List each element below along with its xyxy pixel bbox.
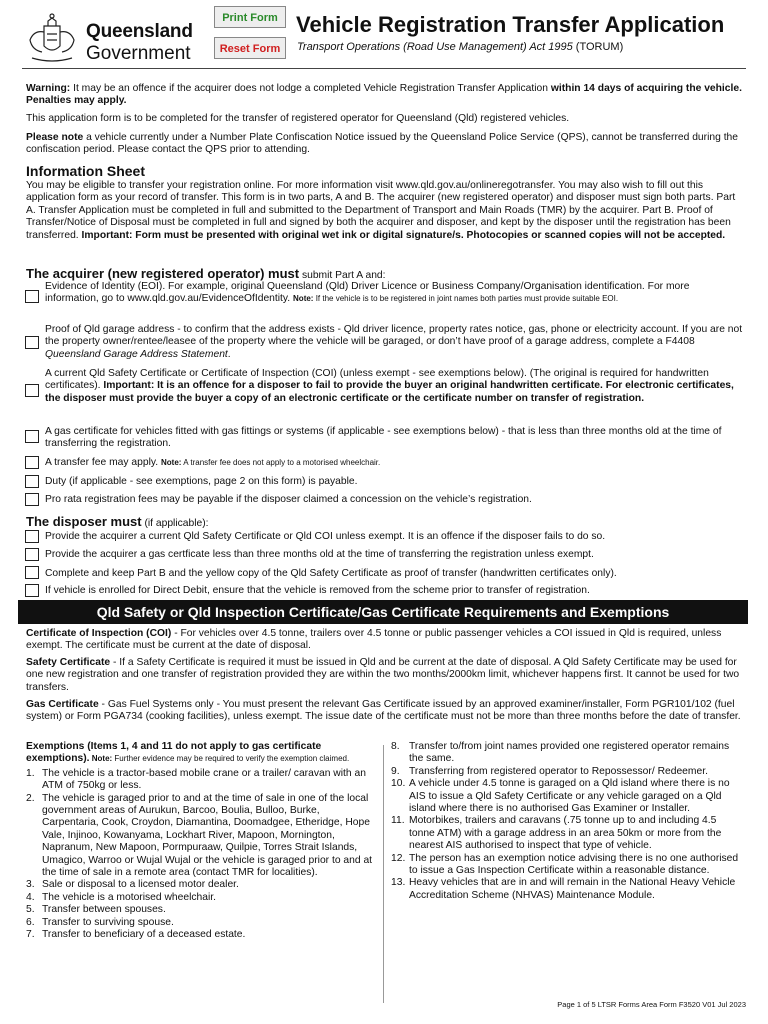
queensland-government-logo — [22, 12, 202, 68]
act-name: Transport Operations (Road Use Management) Act 1995 — [297, 41, 573, 53]
form-title: Vehicle Registration Transfer Application — [296, 12, 725, 37]
information-sheet-text — [26, 180, 744, 242]
acquirer-item-gas-certificate: A gas certificate for vehicles fitted with gas fittings or systems (if applicable - see exemptions below) - that is less than three months old at the time of transferring the registration. — [45, 426, 722, 450]
safety-text: - If a Safety Certificate is required it must be issued in Qld and be current at the date of disposal. A Qld Safety Certificate may be used for one new registration and one transfer of registration provided they are within the two months/2000km limit, whichever happens first. It cannot be used for two transfers. — [26, 657, 740, 693]
acquirer-item-eoi — [45, 281, 745, 306]
info-bold: Important: Form must be presented with original wet ink or digital signature/s. Photocopies or scanned copies will not be accepted. — [81, 229, 726, 241]
disposer-heading-text: The disposer must — [26, 514, 142, 529]
item-end: . — [227, 348, 231, 360]
item-note: If the vehicle is to be registered in joint names both parties must provide suitable EOI. — [313, 294, 619, 304]
exemption-text: Transferring from registered operator to Repossessor/ Redeemer. — [409, 765, 708, 777]
acquirer-checkbox-transfer-fee[interactable] — [25, 456, 39, 469]
exemptions-left-column — [26, 741, 376, 942]
exemption-item — [26, 904, 376, 916]
item-text: A transfer fee may apply. — [45, 457, 161, 468]
item-note-label: Note: — [293, 294, 314, 304]
gas-certificate-paragraph — [26, 699, 744, 724]
exemption-item — [26, 879, 376, 891]
exemption-text: Sale or disposal to a licensed motor dealer. — [42, 879, 239, 891]
exemption-text: A vehicle under 4.5 tonne is garaged on a Qld island where there is no AIS to issue a Qld Safety Certificate or any vehicle garaged on a Qld island where there is no authorised Gas Examiner or Installer. — [409, 778, 730, 815]
exemptions-right-list — [391, 741, 743, 902]
exemption-text: The person has an exemption notice advising there is no one authorised to issue a Gas Inspection Certificate within a reasonable distance. — [409, 852, 739, 877]
requirements-banner: Qld Safety or Qld Inspection Certificate/Gas Certificate Requirements and Exemptions — [18, 600, 748, 624]
item-note: A transfer fee does not apply to a motorised wheelchair. — [181, 458, 381, 467]
disposer-item-part-b: Complete and keep Part B and the yellow copy of the Qld Safety Certificate as proof of transfer (handwritten certificates only). — [45, 568, 617, 579]
exemption-item — [26, 793, 376, 880]
exemptions-heading-text: Exemptions (Items 1, 4 and 11 do not apply to gas certificate exemptions). — [26, 741, 322, 765]
exemptions-note-label: Note: — [89, 754, 113, 764]
gas-label: Gas Certificate — [26, 699, 99, 710]
exemption-number: 6. — [26, 916, 35, 928]
please-note-paragraph — [26, 132, 744, 157]
exemption-item — [26, 768, 376, 793]
item-text: A current Qld Safety Certificate or Certificate of Inspection (COI) (unless exempt - see exemptions below). (The original is required for handwritten certificates). — [45, 368, 709, 392]
warning-paragraph — [26, 83, 744, 108]
column-divider — [383, 745, 384, 1003]
reset-form-button[interactable]: Reset Form — [214, 37, 286, 59]
exemption-number: 1. — [26, 767, 35, 779]
exemption-item — [26, 917, 376, 929]
coi-text: - For vehicles over 4.5 tonne, trailers over 4.5 tonne or public passenger vehicles a COI issued in Qld is required, unless exempt. The certificate must be current at the date of disposal. — [26, 628, 722, 652]
acquirer-checkbox-garage-address[interactable] — [25, 336, 39, 349]
exemption-text: Motorbikes, trailers and caravans (.75 tonne up to and including 4.5 tonne ATM) with a garage address in an area 50km or more from the nearest AIS authorised to inspect that type of vehicle. — [409, 815, 722, 852]
information-sheet-heading: Information Sheet — [26, 163, 146, 179]
exemption-text: The vehicle is a motorised wheelchair. — [42, 891, 216, 903]
gas-text: - Gas Fuel Systems only - You must present the relevant Gas Certificate issued by an approved examiner/installer, Form PGR101/102 (fuel system) or Form PGA734 (cooking facilities), unless exempt. The issue date of the certificate must not be more than three months before the date of transfer. — [26, 699, 741, 723]
exemptions-note: Further evidence may be required to verify the exemption claimed. — [112, 754, 350, 764]
exemption-item — [391, 853, 743, 878]
form-subtitle — [297, 40, 623, 54]
disposer-checkbox-gas-certificate[interactable] — [25, 548, 39, 561]
exemption-item — [391, 766, 743, 778]
exemption-number: 11. — [391, 815, 405, 827]
exemption-number: 4. — [26, 891, 35, 903]
exemption-number: 3. — [26, 879, 35, 891]
note-text: a vehicle currently under a Number Plate Confiscation Notice issued by the Queensland Police Service (QPS), cannot be transferred during the confiscation period. Please contact the QPS prior to attending. — [26, 132, 739, 156]
exemption-number: 8. — [391, 741, 400, 752]
item-italic: Queensland Garage Address Statement — [45, 348, 228, 360]
header-divider — [22, 68, 746, 69]
exemption-number: 13. — [391, 877, 406, 889]
disposer-checkbox-direct-debit[interactable] — [25, 584, 39, 597]
warning-label: Warning: — [26, 83, 71, 94]
safety-label: Safety Certificate — [26, 657, 111, 668]
acquirer-item-garage-address — [45, 324, 745, 361]
disposer-item-direct-debit: If vehicle is enrolled for Direct Debit, ensure that the vehicle is removed from the scheme prior to transfer of registration. — [45, 585, 590, 596]
exemption-text: Transfer to/from joint names provided one registered operator remains the same. — [409, 741, 730, 765]
item-bold: Important: It is an offence for a disposer to fail to provide the buyer an original handwritten certificate. For electronic certificates, the disposer must provide the buyer a copy of an electronic certificate or the certificate number on transfer of registration. — [45, 380, 734, 404]
info-text: You may be eligible to transfer your registration online. For more information visit www.qld.gov.au/onlineregotransfer. You may also wish to fill out this application form as your record of transfer. This form is in two parts, A and B. The acquirer (new registered operator) and disposer must sign both parts. Part A. Transfer Application must be completed in full and submitted to the Department of Transport and Main Roads (TMR) by the acquirer. Part B. Proof of Transfer/Notice of Disposal must be completed in full and signed by both the acquirer and disposer, and kept by the disposer until the registration has been transferred. — [26, 180, 736, 241]
exemption-number: 5. — [26, 904, 35, 916]
exemptions-right-column — [391, 741, 743, 902]
safety-certificate-paragraph — [26, 657, 744, 694]
page-footer: Page 1 of 5 LTSR Forms Area Form F3520 V01 Jul 2023 — [557, 1000, 746, 1009]
exemption-item — [391, 778, 743, 815]
coi-label: Certificate of Inspection (COI) — [26, 628, 172, 639]
disposer-heading-suffix: (if applicable): — [141, 518, 209, 529]
exemption-item — [391, 815, 743, 852]
coat-of-arms-icon — [22, 12, 82, 68]
exemptions-heading — [26, 741, 376, 766]
warning-text: It may be an offence if the acquirer does not lodge a completed Vehicle Registration Transfer Application — [70, 83, 551, 94]
acquirer-checkbox-eoi[interactable] — [25, 290, 39, 303]
disposer-item-gas-certificate: Provide the acquirer a gas certficate less than three months old at the time of transferring the registration unless exempt. — [45, 549, 594, 560]
exemptions-left-list — [26, 768, 376, 942]
acquirer-heading-text: The acquirer (new registered operator) must — [26, 266, 300, 281]
exemption-item — [391, 741, 743, 766]
acquirer-item-safety-certificate — [45, 368, 745, 405]
acquirer-checkbox-duty[interactable] — [25, 475, 39, 488]
exemption-number: 12. — [391, 852, 406, 864]
warning-bold: within 14 days of acquiring the vehicle. Penalties may apply. — [26, 83, 742, 107]
note-label: Please note — [26, 132, 84, 143]
item-note-label: Note: — [161, 458, 182, 467]
exemption-text: Transfer to beneficiary of a deceased estate. — [42, 929, 246, 941]
logo-queensland-text: Queensland — [86, 21, 193, 42]
exemption-text: Heavy vehicles that are in and will remain in the National Heavy Vehicle Accreditation Scheme (NHVAS) Maintenance Module. — [409, 877, 736, 901]
exemption-text: Transfer to surviving spouse. — [42, 916, 174, 928]
disposer-item-safety-certificate: Provide the acquirer a current Qld Safety Certificate or Qld COI unless exempt. It is an offence if the disposer fails to do so. — [45, 531, 606, 542]
logo-government-text: Government — [86, 43, 191, 64]
print-form-button[interactable]: Print Form — [214, 6, 286, 28]
acquirer-heading-suffix: submit Part A and: — [299, 270, 386, 281]
exemption-item — [391, 877, 743, 902]
exemption-item — [26, 929, 376, 941]
item-text: Proof of Qld garage address - to confirm that the address exists - Qld driver licence, property rates notice, gas, phone or electricity account. If you are not the property owner/rentee/leasee of the property where the vehicle will be garaged, or don’t have proof of a garage address, complete a F4408 — [45, 324, 743, 348]
acquirer-checkbox-pro-rata[interactable] — [25, 493, 39, 506]
exemption-text: The vehicle is garaged prior to and at the time of sale in one of the local government areas of Aurukun, Barcoo, Boulia, Bulloo, Burke, Carpentaria, Cook, Croydon, Diamantina, Doomadgee, Etheridge, Hope Vale, Injinoo, Kowanyama, Lockhart River, Mapoon, Mornington, Napranum, New Mapoon, Pormpuraaw, Quilpie, Torres Strait Islands, Umagico, Warroo or Wujal Wujal or the vehicle is garaged prior to and at the time of sale in a remote area (contact TMR for localities). — [42, 792, 373, 879]
act-suffix: (TORUM) — [572, 41, 624, 53]
disposer-heading — [26, 513, 744, 532]
acquirer-item-pro-rata: Pro rata registration fees may be payable if the disposer claimed a concession on the vehicle’s registration. — [45, 494, 532, 505]
item-text: Evidence of Identity (EOI). For example, original Queensland (Qld) Driver Licence or Business Company/Organisation identification. For more information, go to www.qld.gov.au/EvidenceOfIdentity. — [45, 281, 690, 305]
exemption-number: 9. — [391, 765, 400, 777]
exemption-item — [26, 892, 376, 904]
disposer-checkbox-safety-certificate[interactable] — [25, 530, 39, 543]
disposer-checkbox-part-b[interactable] — [25, 566, 39, 579]
acquirer-checkbox-gas-certificate[interactable] — [25, 430, 39, 443]
acquirer-item-transfer-fee — [45, 457, 745, 469]
exemption-text: Transfer between spouses. — [42, 904, 166, 916]
exemption-number: 2. — [26, 792, 35, 804]
exemption-number: 10. — [391, 778, 406, 790]
exemption-number: 7. — [26, 929, 35, 941]
exemption-text: The vehicle is a tractor-based mobile crane or a trailer/ caravan with an ATM of 750kg or less. — [42, 767, 366, 792]
acquirer-item-duty: Duty (if applicable - see exemptions, page 2 on this form) is payable. — [45, 476, 358, 487]
acquirer-checkbox-safety-certificate[interactable] — [25, 384, 39, 397]
purpose-paragraph: This application form is to be completed for the transfer of registered operator for Queensland (Qld) registered vehicles. — [26, 113, 570, 124]
coi-paragraph — [26, 628, 744, 653]
